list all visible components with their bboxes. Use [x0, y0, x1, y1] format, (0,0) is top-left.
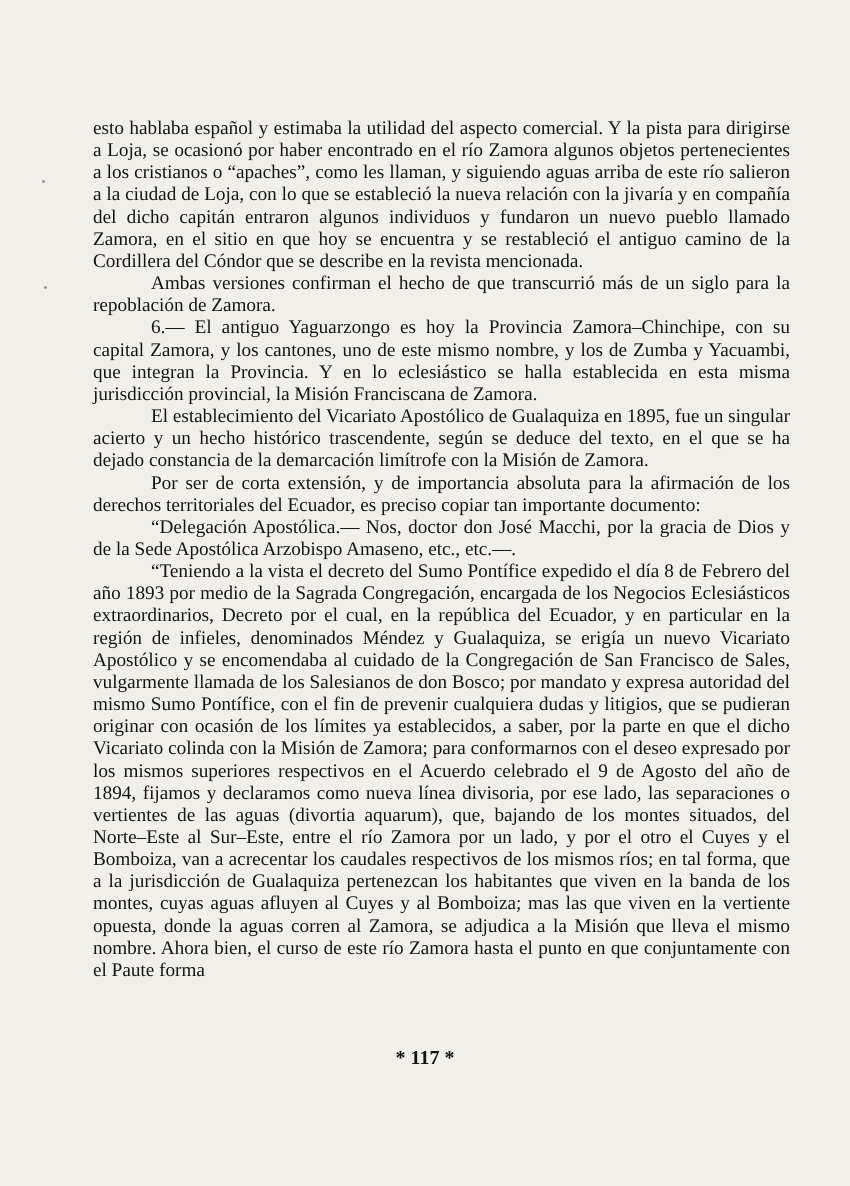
paragraph-5: Por ser de corta extensión, y de importancia absoluta para la afirmación de los derechos territoriales del Ecuador, es preciso copiar tan importante documento: [93, 472, 790, 516]
paragraph-7: “Teniendo a la vista el decreto del Sumo Pontífice expedido el día 8 de Febrero del año 1893 por medio de la Sagrada Congregación, encargada de los Negocios Eclesiásticos extraordinarios, Decreto por el cual, en la república del Ecuador, y en particular en la región de infieles, denominados Méndez y Gualaquiza, se erigía un nuevo Vicariato Apostólico y se encomendaba al cuidado de la Congregación de San Francisco de Sales, vulgarmente llamada de los Salesianos de don Bosco; por mandato y expresa autoridad del mismo Sumo Pontífice, con el fin de prevenir cualquiera dudas y litigios, que se pudieran originar con ocasión de los límites ya establecidos, a saber, por la parte en que el dicho Vicariato colinda con la Misión de Zamora; para conformarnos con el deseo expresado por los mismos superiores respectivos en el Acuerdo celebrado el 9 de Agosto del año de 1894, fijamos y declaramos como nueva línea divisoria, por ese lado, las separaciones o vertientes de las aguas (divortia aquarum), que, bajando de los montes situados, del Norte–Este al Sur–Este, entre el río Zamora por un lado, y por el otro el Cuyes y el Bomboiza, van a acrecentar los caudales respectivos de los mismos ríos; en tal forma, que a la jurisdicción de Gualaquiza pertenezcan los habitantes que viven en la banda de los montes, cuyas aguas afluyen al Cuyes y al Bomboiza; mas las que viven en la vertiente opuesta, donde la aguas corren al Zamora, se adjudica a la Misión que lleva el mismo nombre. Ahora bien, el curso de este río Zamora hasta el punto en que conjuntamente con el Paute forma [93, 561, 790, 981]
body-text [93, 118, 790, 982]
scan-speck [44, 286, 47, 289]
paragraph-6: “Delegación Apostólica.— Nos, doctor don José Macchi, por la gracia de Dios y de la Sede Apostólica Arzobispo Amaseno, etc., etc.—. [93, 516, 790, 560]
paragraph-1: esto hablaba español y estimaba la utilidad del aspecto comercial. Y la pista para dirigirse a Loja, se ocasionó por haber encontrado en el río Zamora algunos objetos pertenecientes a los cristianos o “apaches”, como les llaman, y siguiendo aguas arriba de este río salieron a la ciudad de Loja, con lo que se estableció la nueva relación con la jivaría y en compañía del dicho capitán entraron algunos individuos y fundaron un nuevo pueblo llamado Zamora, en el sitio en que hoy se encuentra y se restableció el antiguo camino de la Cordillera del Cóndor que se describe en la revista mencionada. [93, 118, 790, 272]
scan-speck [42, 180, 45, 183]
paragraph-2: Ambas versiones confirman el hecho de que transcurrió más de un siglo para la repoblación de Zamora. [93, 273, 790, 317]
paragraph-4: El establecimiento del Vicariato Apostólico de Gualaquiza en 1895, fue un singular acierto y un hecho histórico trascendente, según se deduce del texto, en el que se ha dejado constancia de la demarcación limítrofe con la Misión de Zamora. [93, 406, 790, 472]
page-number: * 117 * [395, 1047, 455, 1069]
paragraph-3: 6.— El antiguo Yaguarzongo es hoy la Provincia Zamora–Chinchipe, con su capital Zamora, y los cantones, uno de este mismo nombre, y los de Zumba y Yacuambi, que integran la Provincia. Y en lo eclesiástico se halla establecida en esta misma jurisdicción provincial, la Misión Franciscana de Zamora. [93, 317, 790, 405]
